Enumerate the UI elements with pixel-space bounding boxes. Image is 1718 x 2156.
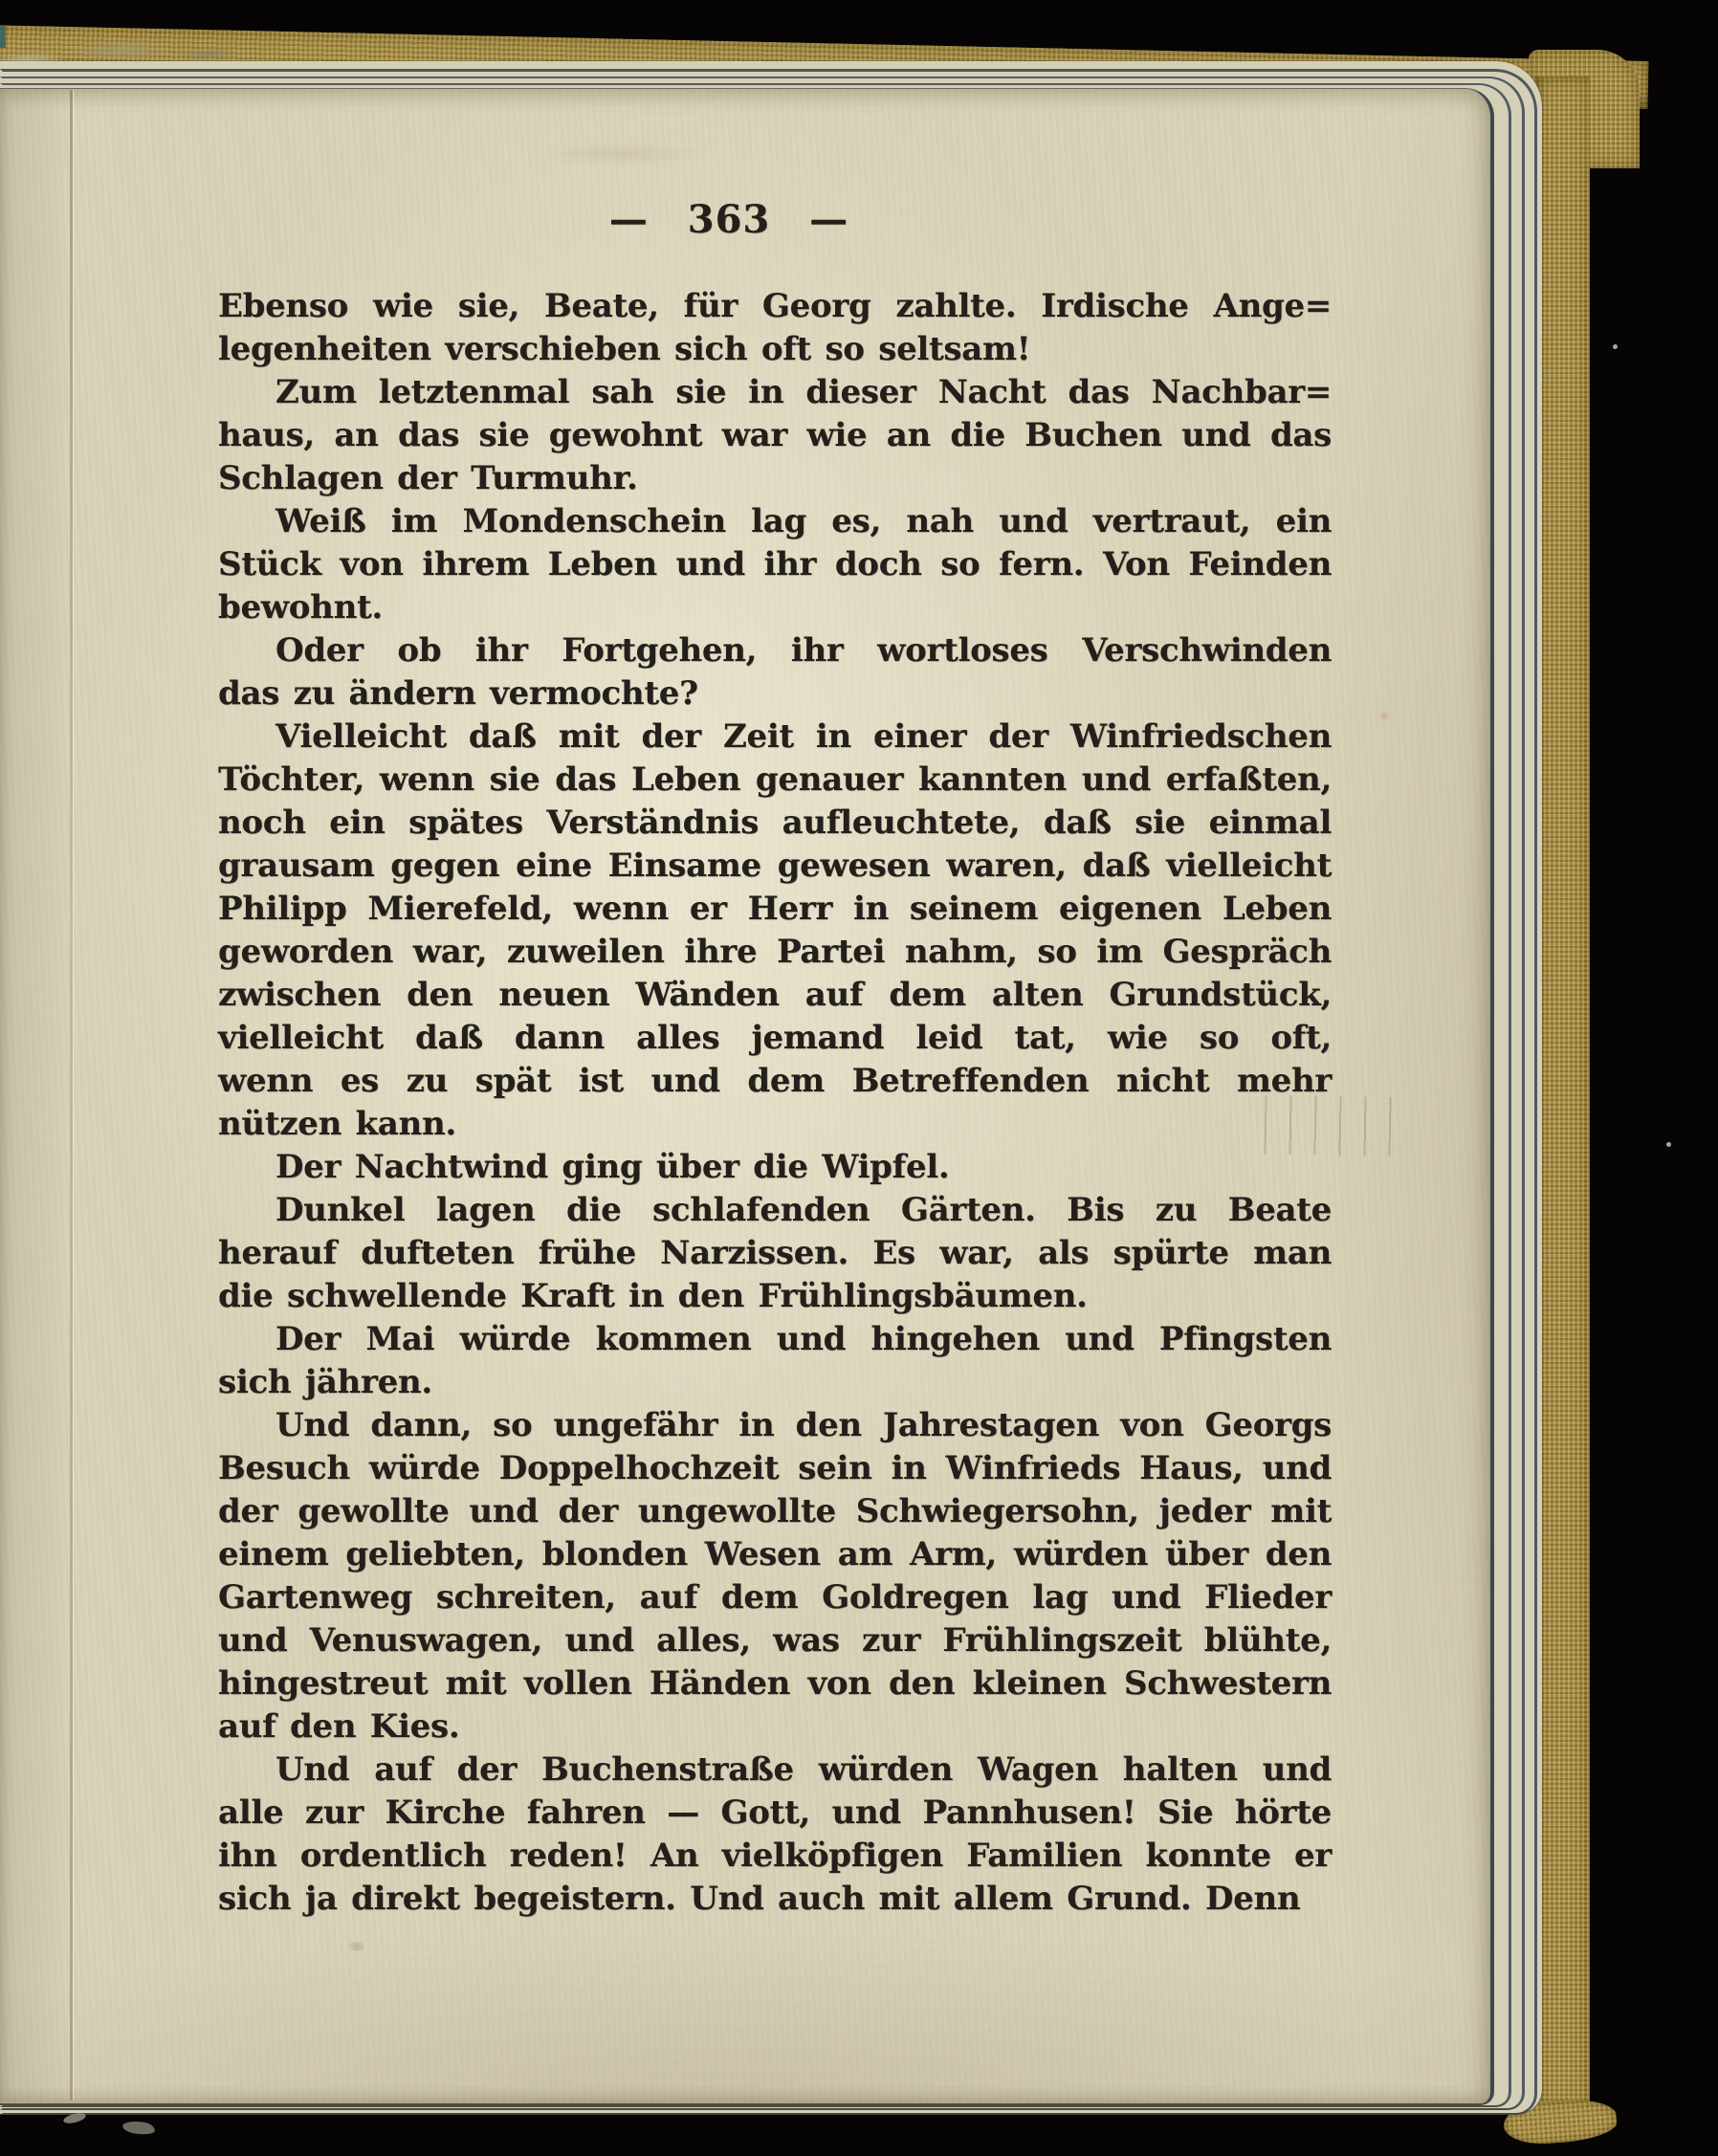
text-line: ihn ordentlich reden! An vielköpfigen Familien konnte er: [218, 1837, 1332, 1875]
text-line: herauf dufteten frühe Narzissen. Es war, als spürte man: [218, 1234, 1332, 1272]
text-line: Besuch würde Doppelhochzeit sein in Winfrieds Haus, und: [218, 1449, 1332, 1487]
text-line: sich ja direkt begeistern. Und auch mit allem Grund. Denn: [218, 1880, 1301, 1918]
text-line: sich jähren.: [218, 1363, 432, 1401]
paper-stain: [1377, 710, 1391, 721]
page-gutter-shadow: [0, 88, 71, 2102]
text-line: Und auf der Buchenstraße würden Wagen halten und: [275, 1750, 1332, 1789]
text-line: Stück von ihrem Leben und ihr doch so fern. Von Feinden: [218, 545, 1332, 583]
dust-speck: [121, 2120, 155, 2136]
text-line: noch ein spätes Verständnis aufleuchtete, daß sie einmal: [218, 803, 1332, 842]
text-line: grausam gegen eine Einsame gewesen waren, daß vielleicht: [218, 847, 1332, 885]
text-line: Vielleicht daß mit der Zeit in einer der Winfriedschen: [275, 717, 1332, 756]
text-line: Der Nachtwind ging über die Wipfel.: [275, 1148, 950, 1186]
text-line: Ebenso wie sie, Beate, für Georg zahlte. Irdische Ange=: [218, 287, 1332, 325]
text-line: Dunkel lagen die schlafenden Gärten. Bis zu Beate: [275, 1191, 1332, 1229]
text-line: Schlagen der Turmuhr.: [218, 459, 638, 497]
text-line: Töchter, wenn sie das Leben genauer kannten und erfaßten,: [218, 760, 1332, 799]
text-line: Gartenweg schreiten, auf dem Goldregen lag und Flieder: [218, 1578, 1332, 1617]
text-line: Der Mai würde kommen und hingehen und Pfingsten: [275, 1320, 1332, 1358]
dust-speck: [1613, 344, 1618, 349]
text-line: Zum letztenmal sah sie in dieser Nacht das Nachbar=: [275, 373, 1332, 411]
text-line: legenheiten verschieben sich oft so seltsam!: [218, 330, 1031, 368]
dust-speck: [1666, 1142, 1671, 1147]
text-line: die schwellende Kraft in den Frühlingsbäumen.: [218, 1277, 1088, 1315]
text-line: wenn es zu spät ist und dem Betreffenden nicht mehr: [218, 1062, 1332, 1100]
ghost-print-artifact: [1264, 1095, 1399, 1156]
text-line: vielleicht daß dann alles jemand leid tat, wie so oft,: [218, 1019, 1332, 1057]
text-line: und Venuswagen, und alles, was zur Frühlingszeit blühte,: [218, 1621, 1332, 1660]
page-crease: [70, 90, 73, 2101]
text-line: alle zur Kirche fahren — Gott, und Pannhusen! Sie hörte: [218, 1793, 1332, 1832]
text-line: Oder ob ihr Fortgehen, ihr wortloses Verschwinden: [275, 631, 1332, 670]
text-line: auf den Kies.: [218, 1707, 460, 1746]
body-text: [218, 285, 1332, 1921]
text-line: haus, an das sie gewohnt war wie an die Buchen und das: [218, 416, 1332, 454]
text-line: geworden war, zuweilen ihre Partei nahm, so im Gespräch: [218, 933, 1332, 971]
text-line: einem geliebten, blonden Wesen am Arm, würden über den: [218, 1535, 1332, 1573]
text-line: das zu ändern vermochte?: [218, 674, 698, 713]
scan-edge-artifact: [0, 25, 6, 48]
page-number: — 363 —: [608, 197, 849, 242]
text-line: bewohnt.: [218, 588, 383, 627]
text-line: Philipp Mierefeld, wenn er Herr in seinem eigenen Leben: [218, 890, 1332, 928]
book-cover-cloth-right-edge: [1534, 77, 1590, 2110]
text-line: der gewollte und der ungewollte Schwiegersohn, jeder mit: [218, 1492, 1332, 1530]
paper-stain: [536, 142, 708, 166]
text-line: Weiß im Mondenschein lag es, nah und vertraut, ein: [275, 502, 1332, 540]
text-line: hingestreut mit vollen Händen von den kleinen Schwestern: [218, 1664, 1332, 1703]
text-line: nützen kann.: [218, 1105, 456, 1143]
paper-stain: [344, 1942, 369, 1951]
text-line: Und dann, so ungefähr in den Jahrestagen von Georgs: [275, 1406, 1332, 1444]
text-line: zwischen den neuen Wänden auf dem alten Grundstück,: [218, 976, 1332, 1014]
